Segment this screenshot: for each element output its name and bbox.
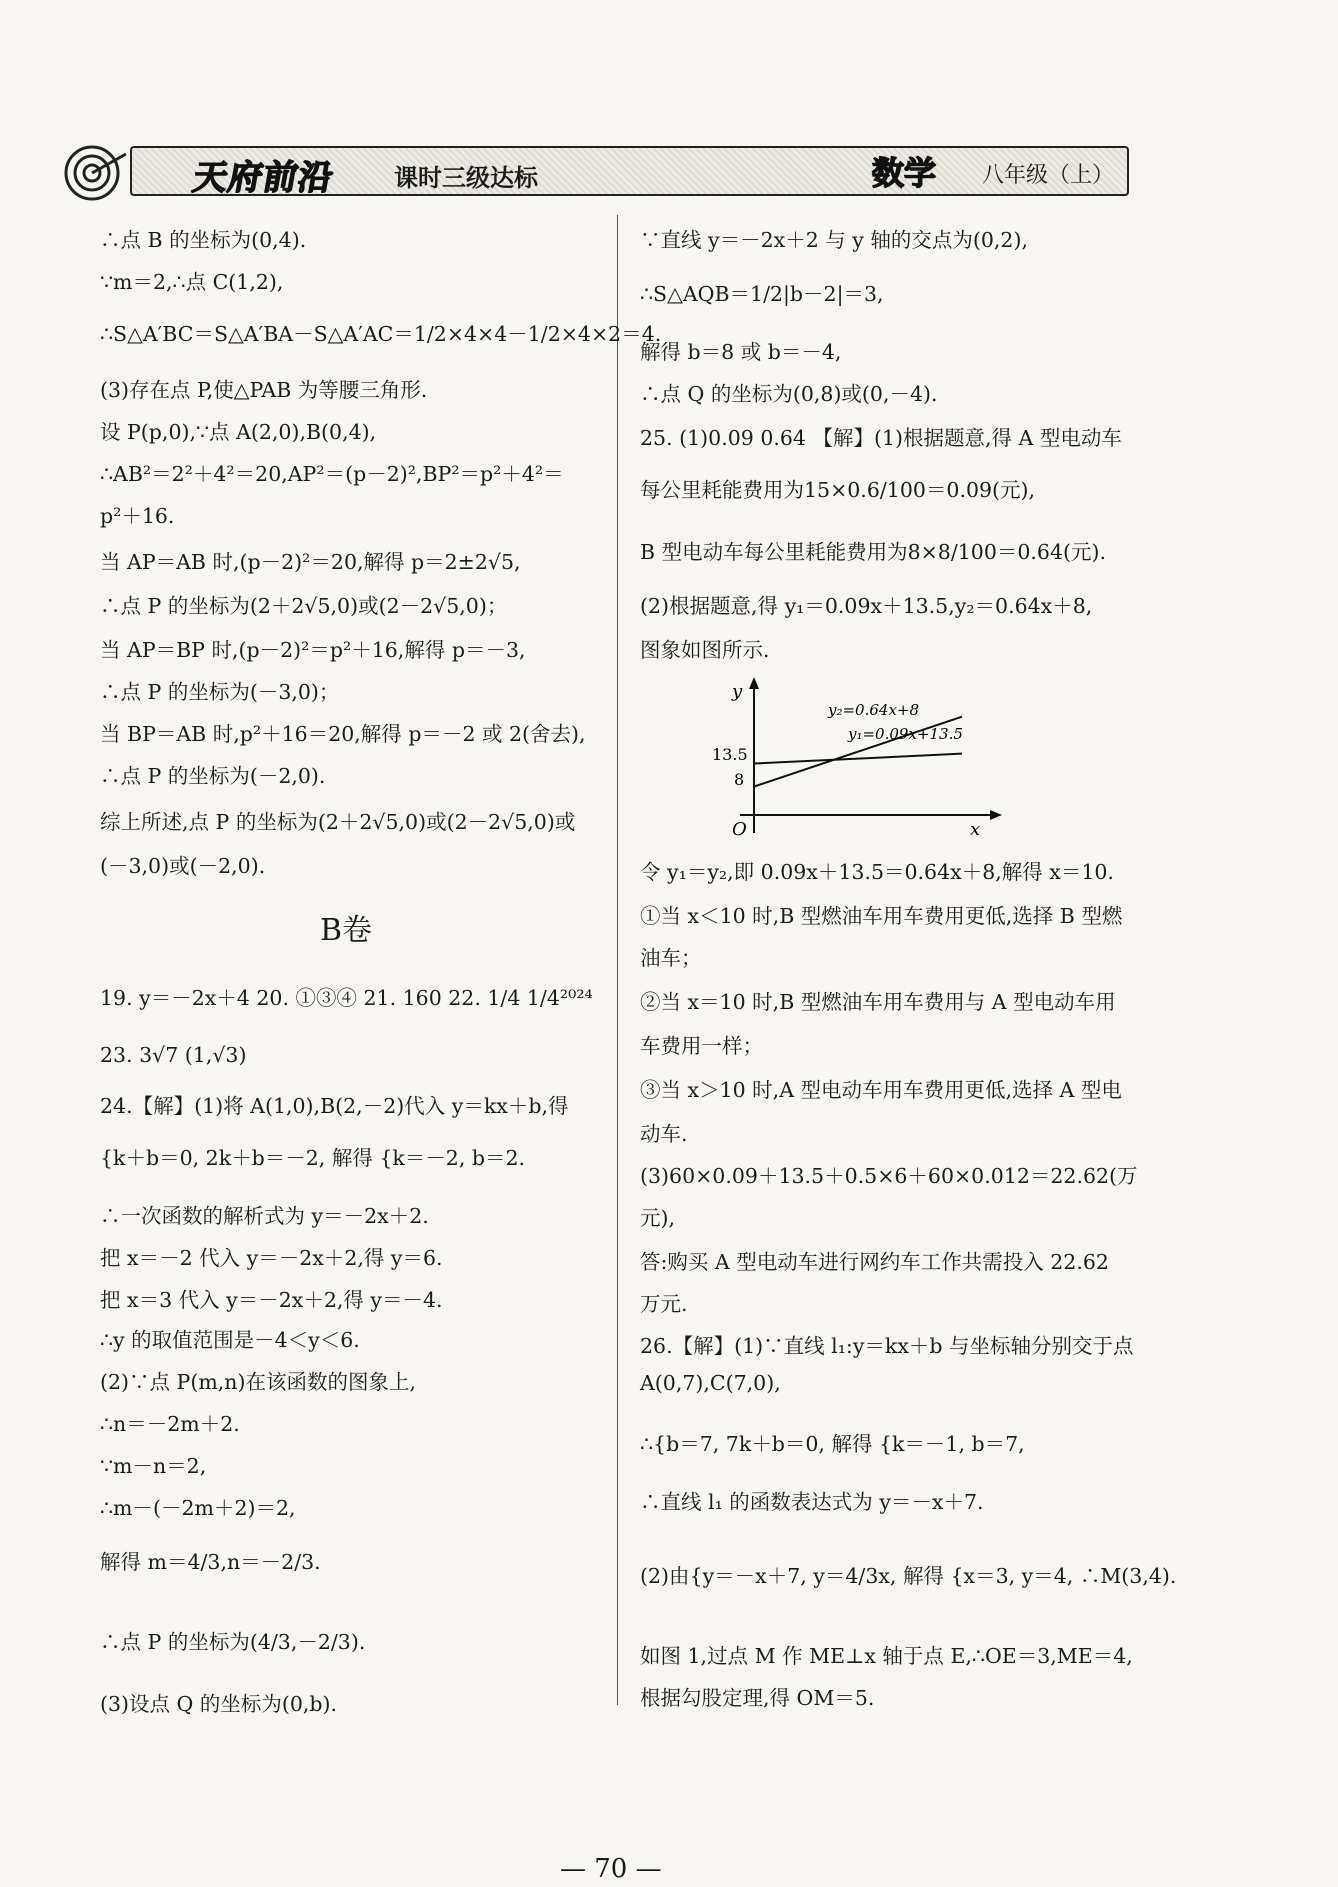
text-line: 万元.: [640, 1292, 688, 1316]
text-line: 图象如图所示.: [640, 638, 770, 662]
text-line: ∴点 P 的坐标为(2＋2√5,0)或(2－2√5,0)；: [100, 594, 508, 618]
page-header: [62, 140, 1127, 200]
text-line: ∴n＝－2m＋2.: [100, 1412, 240, 1436]
text-line: 当 BP＝AB 时,p²＋16＝20,解得 p＝－2 或 2(舍去),: [100, 722, 586, 746]
line-label-y1: y₁=0.09x+13.5: [848, 725, 963, 743]
text-line: 令 y₁＝y₂,即 0.09x＋13.5＝0.64x＋8,解得 x＝10.: [640, 860, 1114, 884]
text-line: 把 x＝－2 代入 y＝－2x＋2,得 y＝6.: [100, 1246, 443, 1270]
y-axis-label: y: [732, 681, 743, 702]
text-line: 每公里耗能费用为15×0.6/100＝0.09(元),: [640, 478, 1036, 502]
text-line: ∴m－(－2m＋2)＝2,: [100, 1496, 296, 1520]
text-line: 元),: [640, 1206, 676, 1230]
tick-label-8: 8: [734, 770, 745, 789]
text-line: ∴y 的取值范围是－4＜y＜6.: [100, 1328, 360, 1352]
text-line: 把 x＝3 代入 y＝－2x＋2,得 y＝－4.: [100, 1288, 443, 1312]
x-axis-arrow-icon: [990, 810, 1002, 820]
text-line: ∴点 P 的坐标为(4/3,－2/3).: [100, 1630, 366, 1654]
text-line: ∴点 P 的坐标为(－2,0).: [100, 764, 326, 788]
section-title: B卷: [320, 913, 373, 948]
text-line: (3)存在点 P,使△PAB 为等腰三角形.: [100, 378, 428, 402]
text-line: 车费用一样；: [640, 1034, 763, 1058]
text-line: 设 P(p,0),∵点 A(2,0),B(0,4),: [100, 420, 377, 444]
text-line: 答:购买 A 型电动车进行网约车工作共需投入 22.62: [640, 1250, 1109, 1274]
text-line: ∴S△AQB＝1/2|b－2|＝3,: [640, 282, 884, 306]
tick-label-13-5: 13.5: [712, 745, 748, 764]
y-axis-arrow-icon: [749, 677, 759, 689]
text-line: 解得 b＝8 或 b＝－4,: [640, 340, 842, 364]
equation-system: {k＋b＝0, 2k＋b＝－2, 解得 {k＝－2, b＝2.: [100, 1146, 526, 1170]
text-line: (－3,0)或(－2,0).: [100, 854, 266, 878]
text-line: 动车.: [640, 1122, 688, 1146]
text-line: ∴一次函数的解析式为 y＝－2x＋2.: [100, 1204, 429, 1228]
text-line: (2)根据题意,得 y₁＝0.09x＋13.5,y₂＝0.64x＋8,: [640, 594, 1093, 618]
text-line: 如图 1,过点 M 作 ME⊥x 轴于点 E,∴OE＝3,ME＝4,: [640, 1644, 1133, 1668]
text-line: 当 AP＝BP 时,(p－2)²＝p²＋16,解得 p＝－3,: [100, 638, 526, 662]
column-divider: [617, 215, 618, 1705]
text-line: ∴点 B 的坐标为(0,4).: [100, 228, 307, 252]
x-axis-label: x: [970, 819, 981, 840]
text-line: 26.【解】(1)∵直线 l₁:y＝kx＋b 与坐标轴分别交于点: [640, 1334, 1134, 1358]
header-banner: [130, 146, 1129, 196]
text-line: ①当 x＜10 时,B 型燃油车用车费用更低,选择 B 型燃: [640, 904, 1123, 928]
text-line: (3)设点 Q 的坐标为(0,b).: [100, 1692, 338, 1716]
text-line: B 型电动车每公里耗能费用为8×8/100＝0.64(元).: [640, 540, 1107, 564]
text-line: 油车；: [640, 946, 702, 970]
text-line: 19. y＝－2x＋4 20. ①③④ 21. 160 22. 1/4 1/4²⁰²⁴: [100, 986, 593, 1010]
text-line: A(0,7),C(7,0),: [640, 1371, 781, 1395]
text-line: ∴AB²＝2²＋4²＝20,AP²＝(p－2)²,BP²＝p²＋4²＝: [100, 462, 564, 486]
line-label-y2: y₂=0.64x+8: [828, 701, 920, 719]
text-line: ∵m－n＝2,: [100, 1454, 207, 1478]
origin-label: O: [732, 819, 747, 840]
grade-label: 八年级（上）: [982, 163, 1115, 188]
series-title: 课时三级达标: [394, 164, 538, 192]
text-line: 当 AP＝AB 时,(p－2)²＝20,解得 p＝2±2√5,: [100, 550, 521, 574]
brand-title: 天府前沿: [189, 158, 337, 198]
text-line: ∴点 P 的坐标为(－3,0)；: [100, 680, 340, 704]
text-line: p²＋16.: [100, 504, 175, 528]
text-line: ③当 x＞10 时,A 型电动车用车费用更低,选择 A 型电: [640, 1078, 1122, 1102]
text-line: 解得 m＝4/3,n＝－2/3.: [100, 1550, 321, 1574]
text-line: ②当 x＝10 时,B 型燃油车用车费用与 A 型电动车用: [640, 990, 1116, 1014]
graph-line-y1: [754, 754, 962, 764]
text-line: ∵直线 y＝－2x＋2 与 y 轴的交点为(0,2),: [640, 228, 1028, 252]
text-line: ∴S△A′BC＝S△A′BA－S△A′AC＝1/2×4×4－1/2×4×2＝4.: [100, 322, 662, 346]
text-line: 根据勾股定理,得 OM＝5.: [640, 1686, 875, 1710]
page-number: — 70 —: [560, 1854, 662, 1884]
equation-system: ∴{b＝7, 7k＋b＝0, 解得 {k＝－1, b＝7,: [640, 1432, 1025, 1456]
text-line: (3)60×0.09＋13.5＋0.5×6＋60×0.012＝22.62(万: [640, 1164, 1138, 1188]
text-line: 23. 3√7 (1,√3): [100, 1043, 247, 1067]
text-line: ∴直线 l₁ 的函数表达式为 y＝－x＋7.: [640, 1490, 984, 1514]
subject-title: 数学: [872, 154, 937, 192]
equation-system: (2)由{y＝－x＋7, y＝4/3x, 解得 {x＝3, y＝4, ∴M(3,4).: [640, 1564, 1177, 1588]
target-logo-icon: [62, 140, 128, 206]
text-line: 25. (1)0.09 0.64 【解】(1)根据题意,得 A 型电动车: [640, 426, 1122, 450]
function-graph: [712, 675, 1020, 840]
text-line: (2)∵点 P(m,n)在该函数的图象上,: [100, 1370, 417, 1394]
text-line: 综上所述,点 P 的坐标为(2＋2√5,0)或(2－2√5,0)或: [100, 810, 576, 834]
text-line: 24.【解】(1)将 A(1,0),B(2,－2)代入 y＝kx＋b,得: [100, 1094, 569, 1118]
text-line: ∵m＝2,∴点 C(1,2),: [100, 270, 284, 294]
text-line: ∴点 Q 的坐标为(0,8)或(0,－4).: [640, 382, 938, 406]
